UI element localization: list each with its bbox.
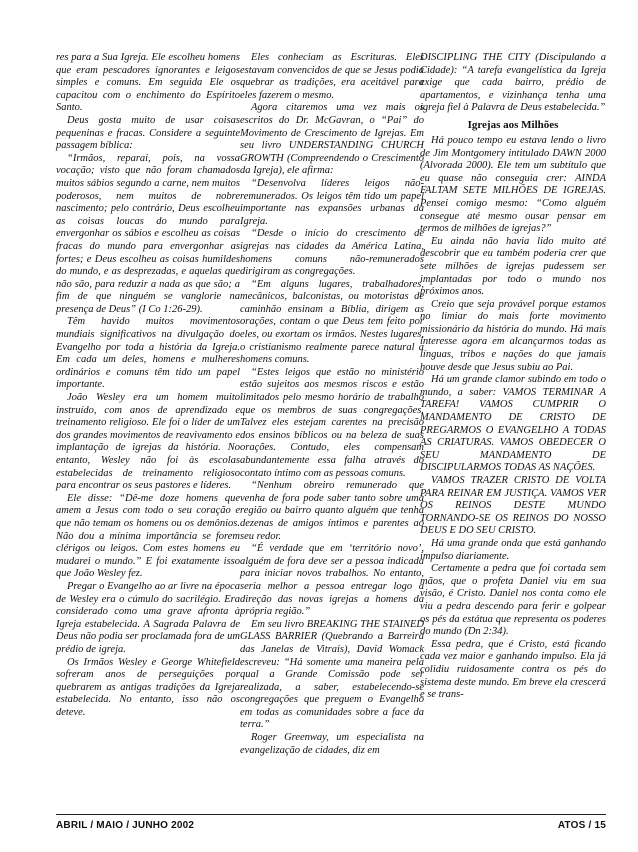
page-number: ATOS / 15 xyxy=(557,820,606,831)
paragraph: DISCIPLING THE CITY (Discipulando a Cidade): “A tarefa evangelística da Igreja exige que cada bairro, prédio de apartamentos, e vizinhança tenha uma igreja fiel à Palavra de Deus estabelecida.” xyxy=(420,52,606,114)
quote-paragraph: “Em alguns lugares, trabalhadores, mecânicos, balconistas, ou motoristas de caminhão ensinam a Bíblia, dirigem as orações, contam o que Deus tem feito por eles, ou exortam os irmãos. Nestes lugares, o cristianismo realmente parece natural a homens comuns. xyxy=(240,278,424,366)
issue-date: ABRIL / MAIO / JUNHO 2002 xyxy=(56,820,195,831)
paragraph: Roger Greenway, um especialista na evangelização de cidades, diz em xyxy=(240,732,424,756)
paragraph: Há pouco tempo eu estava lendo o livro de Jim Montgomery intitulado DAWN 2000 (Alvorada 2000). Ele tem um subtítulo que eu quase não conseguia crer: AINDA FALTAM SETE MILHÕES DE IGREJAS. Pensei comigo mesmo: “Como alguém consegue até mesmo ousar pensar em termos de milhões de igrejas?” xyxy=(420,134,606,235)
paragraph: Agora citaremos uma vez mais os escritos do Dr. McGavran, o “Pai” do Movimento de Crescimento de Igrejas. Em seu livro UNDERSTANDING CHURCH GROWTH (Compreendendo o Crescimento da Igreja), ele afirma: xyxy=(240,102,424,177)
quote-paragraph: “Estes leigos que estão no ministério estão sujeitos aos mesmos riscos e estão limitados pelo mesmo horário de trabalho que os membros de suas congregações. Talvez eles estejam carentes na precisão dos ensinos bíblicos ou na beleza de suas orações. Contudo, eles compensam abundantemente essa falha através do contato íntimo com as pessoas comuns. xyxy=(240,366,424,479)
paragraph: Há um grande clamor subindo em todo o mundo, a saber: VAMOS TERMINAR A TAREFA! VAMOS CUMPRIR O MANDAMENTO DE CRISTO DE PREGARMOS O EVANGELHO A TODAS AS CRIATURAS. VAMOS OBEDECER O SEU MANDAMENTO DE DISCIPULARMOS TODAS AS NAÇÕES. xyxy=(420,374,606,474)
paragraph: Em seu livro BREAKING THE STAINED GLASS BARRIER (Quebrando a Barreira das Janelas de Vitrais), David Womack escreveu: “Há somente uma maneira pela qual a Grande Comissão pode ser realizada, a saber, estabelecendo-se congregações que preguem o Evangelho em todas as comunidades sobre a face da terra.” xyxy=(240,618,424,731)
bible-quote: “Irmãos, reparai, pois, na vossa vocação; visto que não foram chamados muitos sábios segundo a carne, nem muitos poderosos, nem muitos de nobre nascimento; pelo contrário, Deus escolheu as coisas loucas do mundo para envergonhar os sábios e escolheu as coisas fracas do mundo para envergonhar as fortes; e Deus escolheu as coisas humildes do mundo, e as desprezadas, e aquelas que não são, para reduzir a nada as que são; a fim de que ninguém se vanglorie na presença de Deus” (I Co 1:26-29). xyxy=(56,152,240,315)
paragraph: Eu ainda não havia lido muito até descobrir que eu também poderia crer que sete milhões de igrejas pudessem ser implantadas por todo o mundo nos próximos anos. xyxy=(420,235,606,298)
paragraph: Têm havido muitos movimentos mundiais significativos na divulgação do Evangelho por toda a história da Igreja. Em cada um deles, homens e mulheres ordinários e comuns têm tido um papel importante. xyxy=(56,316,240,391)
section-heading: Igrejas aos Milhões xyxy=(467,118,559,131)
paragraph: Há uma grande onda que está ganhando impulso diariamente. xyxy=(420,537,606,562)
paragraph: Ele disse: “Dê-me doze homens que amem a Jesus com todo o seu coração e que não temam os homens ou os demônios. Não dou a mínima importância se forem clérigos ou leigos. Com estes homens eu mudarei o mundo.” E foi exatamente isso que João Wesley fez. xyxy=(56,492,240,580)
paragraph: Creio que seja provável porque estamos no limiar do mais forte movimento missionário da história do mundo. Há mais interesse agora em alcançarmos todas as línguas, tribos e nações do que jamais houve desde que Jesus subiu ao Pai. xyxy=(420,298,606,373)
quote-paragraph: “Nenhum obreiro remunerado que venha de fora pode saber tanto sobre uma região ou bairro quanto alguém que tenha dezenas de amigos íntimos e parentes ao seu redor. xyxy=(240,480,424,542)
paragraph: João Wesley era um homem muito instruído, com anos de aprendizado e treinamento religioso. Ele foi o líder de um dos grandes movimentos de reavivamento e implantação de igrejas da história. No entanto, Wesley não foi às escolas estabelecidas de treinamento religioso para encontrar os seus pastores e líderes. xyxy=(56,392,240,492)
paragraph: Deus gosta muito de usar coisas pequeninas e fracas. Considere a seguinte passagem bíblica: xyxy=(56,114,240,152)
quote-paragraph: “Desenvolva líderes leigos não-remunerados. Os leigos têm tido um papel importante nas expansões urbanas da Igreja. xyxy=(240,177,424,227)
paragraph: Essa pedra, que é Cristo, está ficando cada vez maior e ganhando impulso. Ela já colidiu ruidosamente contra os pés do sistema deste mundo. Em breve ela crescerá e se trans- xyxy=(420,638,606,701)
quote-paragraph: “Desde o início do crescimento de igrejas nas cidades da América Latina, homens comuns não-remunerados dirigiram as congregações. xyxy=(240,228,424,278)
paragraph: Certamente a pedra que foi cortada sem mãos, que o profeta Daniel viu em sua visão, é Cristo. Daniel nos conta como ele viu a pedra descendo para ferir e golpear os pés da estátua que representa os poderes do mundo (Dn 2:34). xyxy=(420,563,606,638)
quote-paragraph: “É verdade que em ‘território novo’, alguém de fora deve ser a pessoa indicada para iniciar novos trabalhos. No entanto, seria melhor a pessoa entregar logo a direção das novas igrejas a homens da própria região.” xyxy=(240,543,424,618)
page-footer xyxy=(56,814,606,831)
text-column-1 xyxy=(56,52,240,719)
paragraph: Eles conheciam as Escrituras. Eles estavam convencidos de que se Jesus podia quebrar as tradições, era aceitável para eles fazerem o mesmo. xyxy=(240,52,424,101)
paragraph: Pregar o Evangelho ao ar livre na época de Wesley era o cúmulo do sacrilégio. Era considerado como uma grave afronta à Igreja estabelecida. A Sagrada Palavra de Deus não podia ser proclamada fora de um prédio de igreja. xyxy=(56,580,240,655)
paragraph: res para a Sua Igreja. Ele escolheu homens que eram pescadores ignorantes e leigos simples e comuns. Em seguida Ele os capacitou com o enchimento do Espírito Santo. xyxy=(56,52,240,114)
text-column-2 xyxy=(240,52,424,757)
paragraph: VAMOS TRAZER CRISTO DE VOLTA PARA REINAR EM JUSTIÇA. VAMOS VER OS REINOS DESTE MUNDO TORNANDO-SE OS REINOS DO NOSSO DEUS E DO SEU CRISTO. xyxy=(420,475,606,537)
paragraph: Os Irmãos Wesley e George Whitefield sofreram anos de perseguições por quebrarem as antigas tradições da Igreja estabelecida. No entanto, isso não os deteve. xyxy=(56,656,240,718)
text-column-3 xyxy=(420,52,606,702)
